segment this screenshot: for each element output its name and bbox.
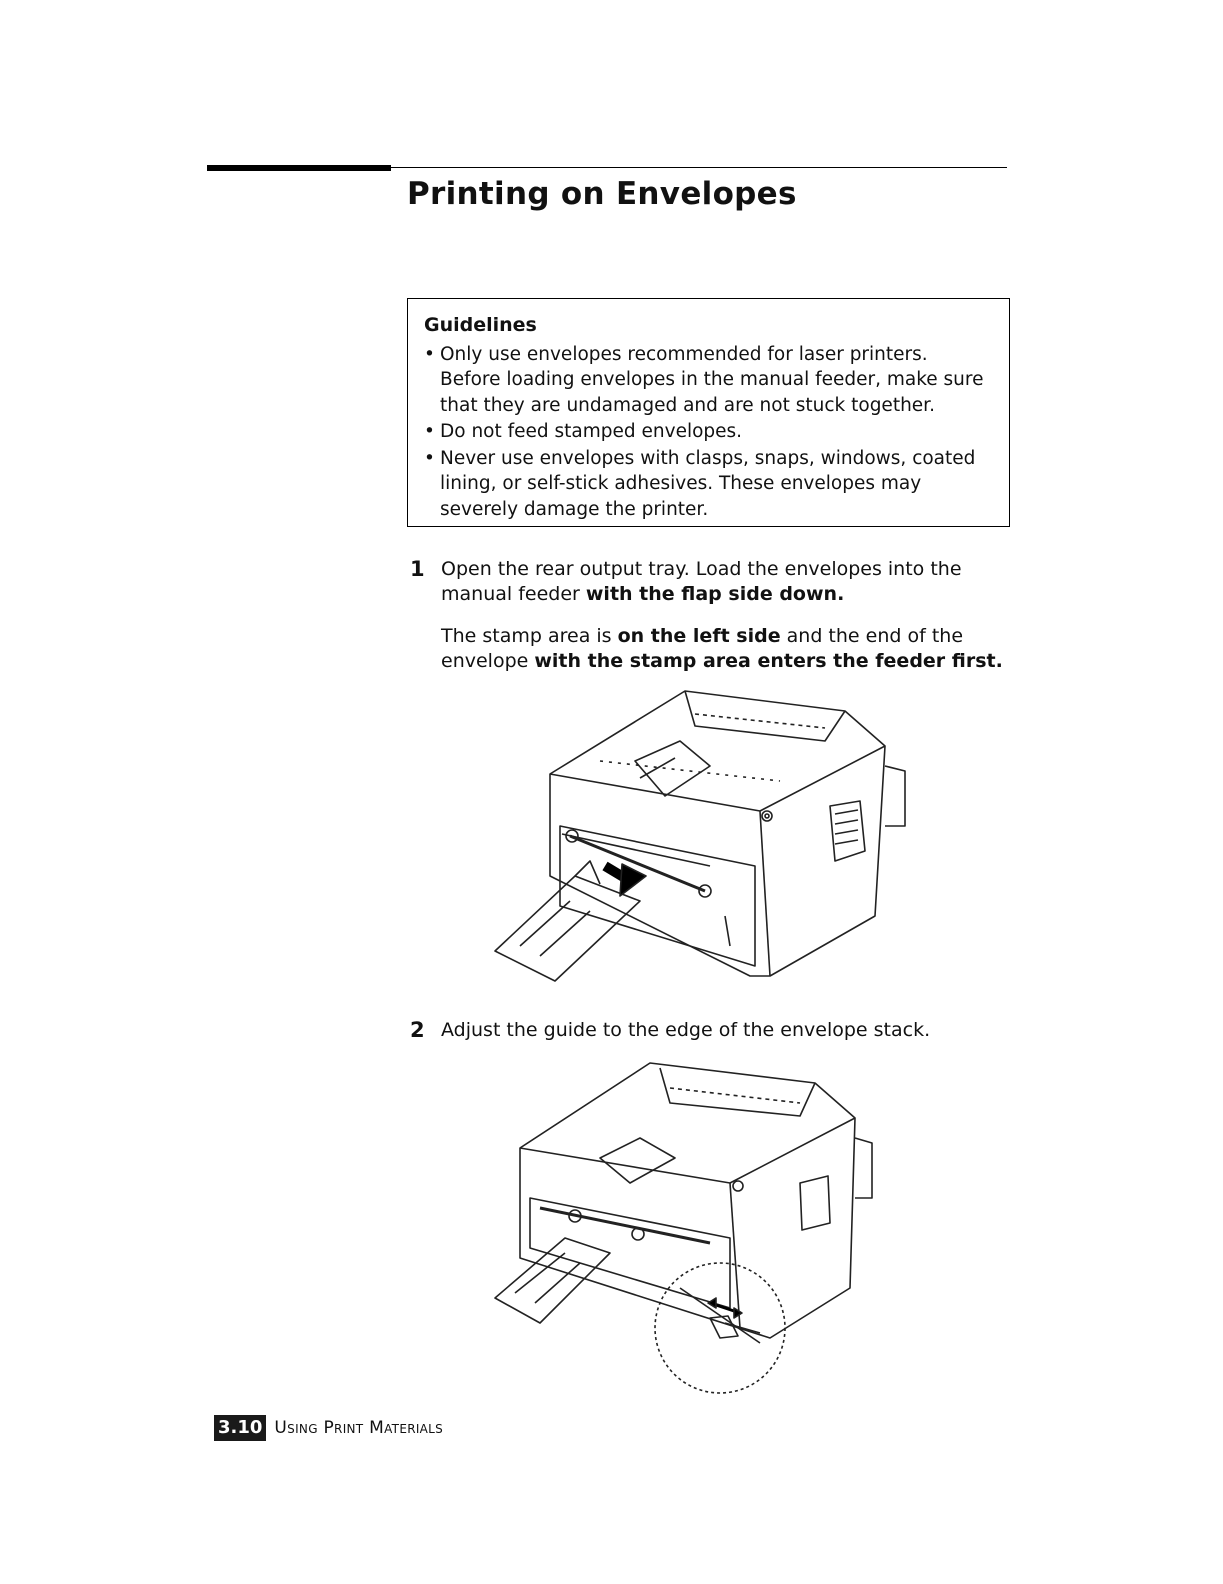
guidelines-heading: Guidelines	[424, 314, 537, 336]
guideline-item: • Only use envelopes recommended for laser printers. Before loading envelopes in the manual feeder, make sure that they are undamaged and are not stuck together.	[424, 342, 993, 419]
header-rule-thick	[207, 165, 391, 171]
guideline-item: • Never use envelopes with clasps, snaps, windows, coated lining, or self-stick adhesives. These envelopes may severely damage the printer.	[424, 446, 993, 523]
printer-adjust-guide-illustration	[480, 1058, 900, 1398]
guideline-item: • Do not feed stamped envelopes.	[424, 419, 993, 445]
header-rule-thin	[207, 167, 1007, 168]
step-2	[410, 1018, 1010, 1043]
guidelines-list	[424, 342, 993, 523]
step-number: 1	[410, 557, 425, 581]
page-footer	[214, 1414, 443, 1442]
section-name: Using Print Materials	[274, 1418, 444, 1438]
guidelines-box	[407, 298, 1010, 527]
page-number-badge: 3.10	[214, 1415, 266, 1441]
step-number: 2	[410, 1018, 425, 1042]
page-title: Printing on Envelopes	[407, 176, 797, 212]
step-1-paragraph-2: The stamp area is on the left side and the end of the envelope with the stamp area enters the feeder first.	[441, 625, 1003, 672]
step-1-paragraph-1: Open the rear output tray. Load the envelopes into the manual feeder with the flap side down.	[441, 558, 962, 605]
step-2-text: Adjust the guide to the edge of the envelope stack.	[441, 1019, 931, 1041]
printer-envelope-insert-illustration	[480, 686, 920, 986]
step-1	[410, 557, 1010, 674]
